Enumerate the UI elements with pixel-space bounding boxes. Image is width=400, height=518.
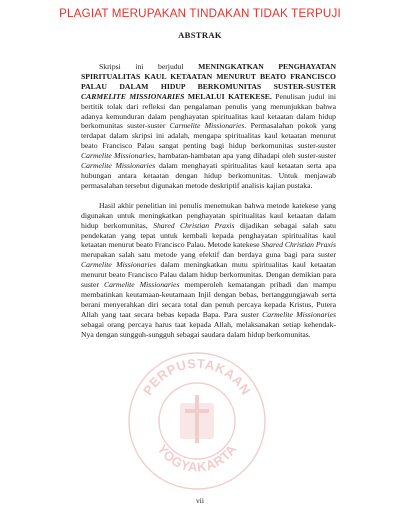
- paragraph-text: dijadikan sebagai salah satu pendekatan yang tepat untuk kembali kepada penghayatan spiritualitas kaul ketaatan menurut beato Francisco Palau. Metode katekese: [81, 220, 336, 250]
- seal-top-text: PERPUSTAKAAN: [139, 355, 255, 398]
- abstract-paragraph-1: [81, 62, 336, 191]
- plagiarism-banner: PLAGIAT MERUPAKAN TINDAKAN TIDAK TERPUJI: [59, 7, 341, 20]
- italic-term: Carmelite Missionaries: [262, 309, 337, 319]
- paragraph-text: merupakan salah satu metode yang efektif dan berdaya guna bagi para suster: [81, 250, 336, 260]
- thesis-title-end: MELALUI KATEKESE.: [184, 91, 272, 101]
- page-number: vii: [196, 496, 204, 505]
- paragraph-text: , hambatan-hambatan apa yang dihadapi oleh suster-suster: [153, 151, 337, 161]
- seal-bottom-text: YOGYAKARTA: [154, 441, 240, 475]
- italic-term: Carmelite Missionaries: [81, 151, 154, 161]
- abstract-paragraph-2: [81, 201, 336, 340]
- library-seal-watermark: [122, 343, 272, 493]
- paragraph-text: . Permasalahan pokok yang terdapat dalam skripsi ini adalah, mengapa spiritualitas kaul ketaatan menurut beato Francisco Palau sangat penting bagi hidup berkomunitas suster-suster: [81, 121, 337, 151]
- abstract-body: [81, 62, 336, 339]
- italic-term: Shared Christian Praxis: [153, 220, 235, 230]
- italic-term: Carmelite Missionaries: [103, 280, 180, 290]
- italic-term: Carmelite Missionaries: [81, 260, 156, 270]
- paragraph-text: Penulisan judul ini bertitik tolak dari refleksi dan pengalaman penulis yang menunjukkan bahwa adanya kemunduran dalam penghayatan spiritualitas kaul ketaatan dalam hidup berkomunitas suster-suster: [81, 91, 336, 131]
- paragraph-text: sebagai orang percaya harus taat kepada Allah, melaksanakan setiap kehendak-Nya dengan sungguh-sungguh sebagai saudara dalam hidup berkomunitas.: [81, 319, 336, 339]
- abstract-heading: ABSTRAK: [178, 30, 222, 40]
- paragraph-text: Hasil akhir penelitian ini penulis menemukan bahwa metode katekese yang digunakan untuk meningkatkan penghayatan spiritualitas kaul ketaatan dalam hidup berkomunitas,: [81, 200, 336, 230]
- thesis-title-italic: CARMELITE MISSIONARIES: [81, 91, 185, 101]
- paragraph-text: dalam menghayati spiritualitas kaul ketaatan serta apa hubungan antara ketaatan dengan hidup berkomunitas. Untuk menjawab permasalahan tersebut digunakan metode deskriptif analisis kajian pustaka.: [81, 161, 336, 190]
- paragraph-text: memperoleh kematangan pribadi dan mampu membatinkan keutamaan-keutamaan Injil dengan bebas, bertanggungjawab serta berani menyerahkan diri secara total dan penuh percaya kepada Kristus, Putera Allah yang taat secara bebas kepada Bapa. Para suster: [81, 280, 336, 319]
- italic-term: Carmelite Missionaries: [169, 121, 245, 131]
- paragraph-text: dalam meningkatkan mutu spiritualitas kaul ketaatan menurut beato Francisco Palau dalam hidup berkomunitas. Dengan demikian para suster: [81, 260, 336, 290]
- italic-term: Carmelite Missionaries: [81, 161, 156, 171]
- thesis-title: MENINGKATKAN PENGHAYATAN SPIRITUALITAS KAUL KETAATAN MENURUT BEATO FRANCISCO PALAU DALAM HIDUP BERKOMUNITAS SUSTER-SUSTER: [81, 62, 336, 91]
- italic-term: Shared Christian Praxis: [261, 240, 336, 250]
- paragraph-text: Skripsi ini berjudul: [99, 62, 199, 71]
- seal-emblem: [180, 395, 214, 443]
